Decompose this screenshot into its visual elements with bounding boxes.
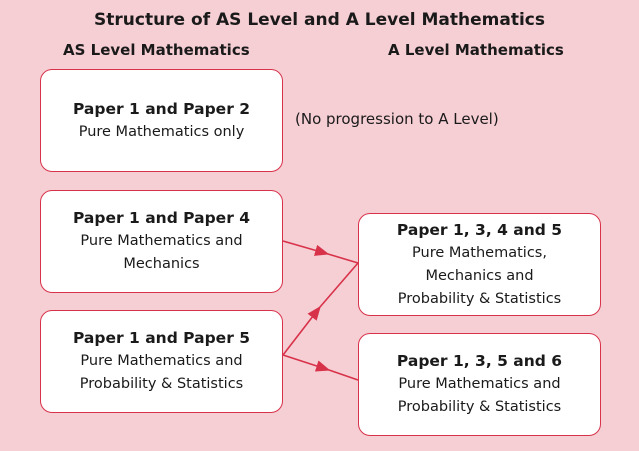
a-box-paper-1-3-5-6 (358, 333, 601, 436)
arrow-as15-to-a1356 (283, 355, 329, 370)
arrow-as15-to-junction (283, 307, 320, 355)
diagram-title: Structure of AS Level and A Level Mathematics (94, 10, 545, 30)
a-level-column-heading: A Level Mathematics (388, 41, 564, 59)
box-line: Mechanics (123, 256, 200, 272)
box-heading: Paper 1, 3, 4 and 5 (396, 220, 563, 239)
as-box-paper-1-4 (40, 190, 283, 293)
no-progression-note: (No progression to A Level) (295, 110, 499, 128)
box-heading: Paper 1 and Paper 5 (72, 329, 251, 347)
line-up-to-a1345 (320, 263, 358, 307)
as-box-paper-1-5 (40, 310, 283, 413)
box-line: Pure Mathematics and (80, 233, 243, 249)
box-line: Probability & Statistics (79, 376, 244, 392)
box-heading: Paper 1, 3, 5 and 6 (396, 352, 563, 370)
box-line: Pure Mathematics, (412, 244, 547, 261)
box-heading: Paper 1 and Paper 4 (72, 209, 251, 227)
arrow-as14-to-junction (283, 241, 328, 254)
box-heading: Paper 1 and Paper 2 (72, 99, 251, 118)
box-line: Pure Mathematics and (398, 376, 561, 392)
box-line: Mechanics and (425, 267, 534, 284)
box-line: Probability & Statistics (397, 399, 562, 415)
as-box-paper-1-2 (40, 69, 283, 172)
box-line: Pure Mathematics and (80, 353, 243, 369)
line-to-a1356 (329, 370, 358, 380)
line-junction-to-a1345 (328, 254, 358, 263)
as-level-column-heading: AS Level Mathematics (63, 41, 250, 59)
box-line: Pure Mathematics only (78, 123, 245, 140)
a-box-paper-1-3-4-5 (358, 213, 601, 316)
box-line: Probability & Statistics (397, 290, 562, 307)
